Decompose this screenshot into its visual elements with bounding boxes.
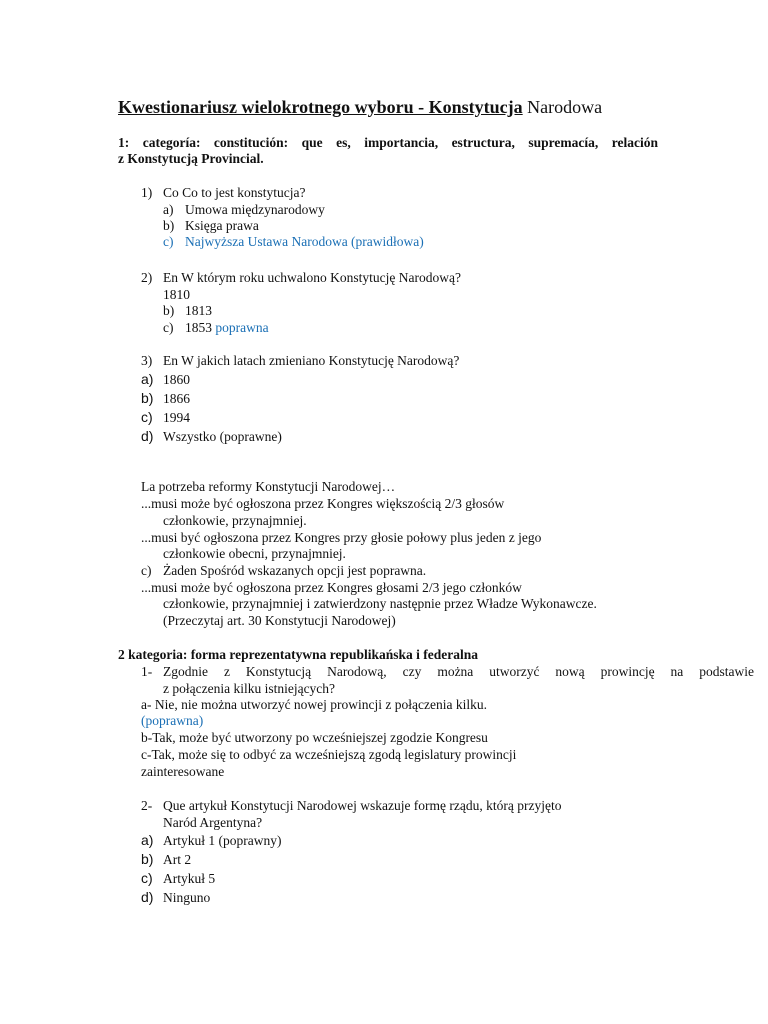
c2q2-option-c-letter: c) (141, 870, 153, 886)
c2q2-option-b-letter: b) (141, 851, 154, 867)
q4-intro: La potrzeba reformy Konstytucji Narodowej… (141, 479, 396, 494)
q1-text: Co Co to jest konstytucja? (163, 185, 306, 200)
q3-option-a: 1860 (163, 372, 190, 387)
q2-option-c-value: 1853 (185, 320, 212, 335)
c2q2-number: 2- (141, 798, 153, 813)
page-title-underlined: Kwestionariusz wielokrotnego wyboru - Konstytucja (118, 97, 523, 117)
c2q2-option-d: Ninguno (163, 890, 211, 905)
c2q1-number: 1- (141, 664, 153, 679)
q1-option-b: Księga prawa (185, 218, 259, 233)
q2-number: 2) (141, 270, 153, 285)
category1-heading-line1: 1: categoría: constitución: que es, importancia, estructura, supremacía, relación (118, 135, 658, 150)
q3-option-d: Wszystko (poprawne) (163, 429, 282, 444)
q3-option-c-letter: c) (141, 409, 153, 425)
q4-option-b-line1: ...musi być ogłoszona przez Kongres przy głosie połowy plus jeden z jego (141, 530, 542, 545)
q2-option-b-letter: b) (163, 303, 175, 318)
q3-option-d-letter: d) (141, 428, 154, 444)
q3-option-c: 1994 (163, 410, 190, 425)
q3-option-a-letter: a) (141, 371, 154, 387)
c2q1-text-line2: z połączenia kilku istniejących? (163, 681, 336, 696)
category2-heading: 2 kategoria: forma reprezentatywna republikańska i federalna (118, 647, 478, 662)
c2q2-option-b: Art 2 (163, 852, 192, 867)
q2-option-c (185, 320, 269, 336)
c2q2-option-d-letter: d) (141, 889, 154, 905)
c2q1-option-a-mark: (poprawna) (141, 713, 204, 728)
c2q2-option-c: Artykuł 5 (163, 871, 216, 886)
q2-option-a: 1810 (163, 287, 190, 302)
q2-option-b: 1813 (185, 303, 212, 318)
q3-number: 3) (141, 353, 153, 368)
page-title (118, 96, 602, 118)
q3-option-b-letter: b) (141, 390, 154, 406)
q1-option-c-letter: c) (163, 234, 174, 249)
c2q2-text-line2: Naród Argentyna? (163, 815, 263, 830)
q1-number: 1) (141, 185, 153, 200)
q4-option-d-line1: ...musi może być ogłoszona przez Kongres głosami 2/3 jego członków (141, 580, 522, 595)
q1-option-a: Umowa międzynarodowy (185, 202, 325, 217)
q2-option-c-letter: c) (163, 320, 174, 335)
q4-option-b-line2: członkowie obecni, przynajmniej. (163, 546, 346, 561)
q4-option-c: Żaden Spośród wskazanych opcji jest poprawna. (163, 563, 427, 578)
q4-option-d-line2: członkowie, przynajmniej i zatwierdzony następnie przez Władze Wykonawcze. (163, 596, 597, 611)
q4-option-a-line2: członkowie, przynajmniej. (163, 513, 307, 528)
q3-text: En W jakich latach zmieniano Konstytucję Narodową? (163, 353, 460, 368)
c2q1-option-a: a- Nie, nie można utworzyć nowej prowincji z połączenia kilku. (141, 697, 487, 712)
c2q2-option-a-letter: a) (141, 832, 154, 848)
q4-option-a-line1: ...musi może być ogłoszona przez Kongres większością 2/3 głosów (141, 496, 505, 511)
page-title-suffix: Narodowa (522, 97, 603, 117)
q1-option-a-letter: a) (163, 202, 174, 217)
q4-option-d-line3: (Przeczytaj art. 30 Konstytucji Narodowej) (163, 613, 396, 628)
c2q2-option-a: Artykuł 1 (poprawny) (163, 833, 282, 848)
c2q1-text-line1: Zgodnie z Konstytucją Narodową, czy można utworzyć nową prowincję na podstawie (163, 664, 754, 679)
c2q2-text-line1: Que artykuł Konstytucji Narodowej wskazuje formę rządu, którą przyjęto (163, 798, 562, 813)
c2q1-option-c-line2: zainteresowane (141, 764, 225, 779)
q3-option-b: 1866 (163, 391, 190, 406)
q2-option-c-mark: poprawna (215, 320, 269, 335)
c2q1-option-c-line1: c-Tak, może się to odbyć za wcześniejszą zgodą legislatury prowincji (141, 747, 517, 762)
q4-option-c-letter: c) (141, 563, 152, 578)
q2-text: En W którym roku uchwalono Konstytucję Narodową? (163, 270, 461, 285)
q1-option-c: Najwyższa Ustawa Narodowa (prawidłowa) (185, 234, 424, 249)
category1-heading-line2: z Konstytucją Provincial. (118, 151, 264, 166)
q1-option-b-letter: b) (163, 218, 175, 233)
c2q1-option-b: b-Tak, może być utworzony po wcześniejszej zgodzie Kongresu (141, 730, 488, 745)
